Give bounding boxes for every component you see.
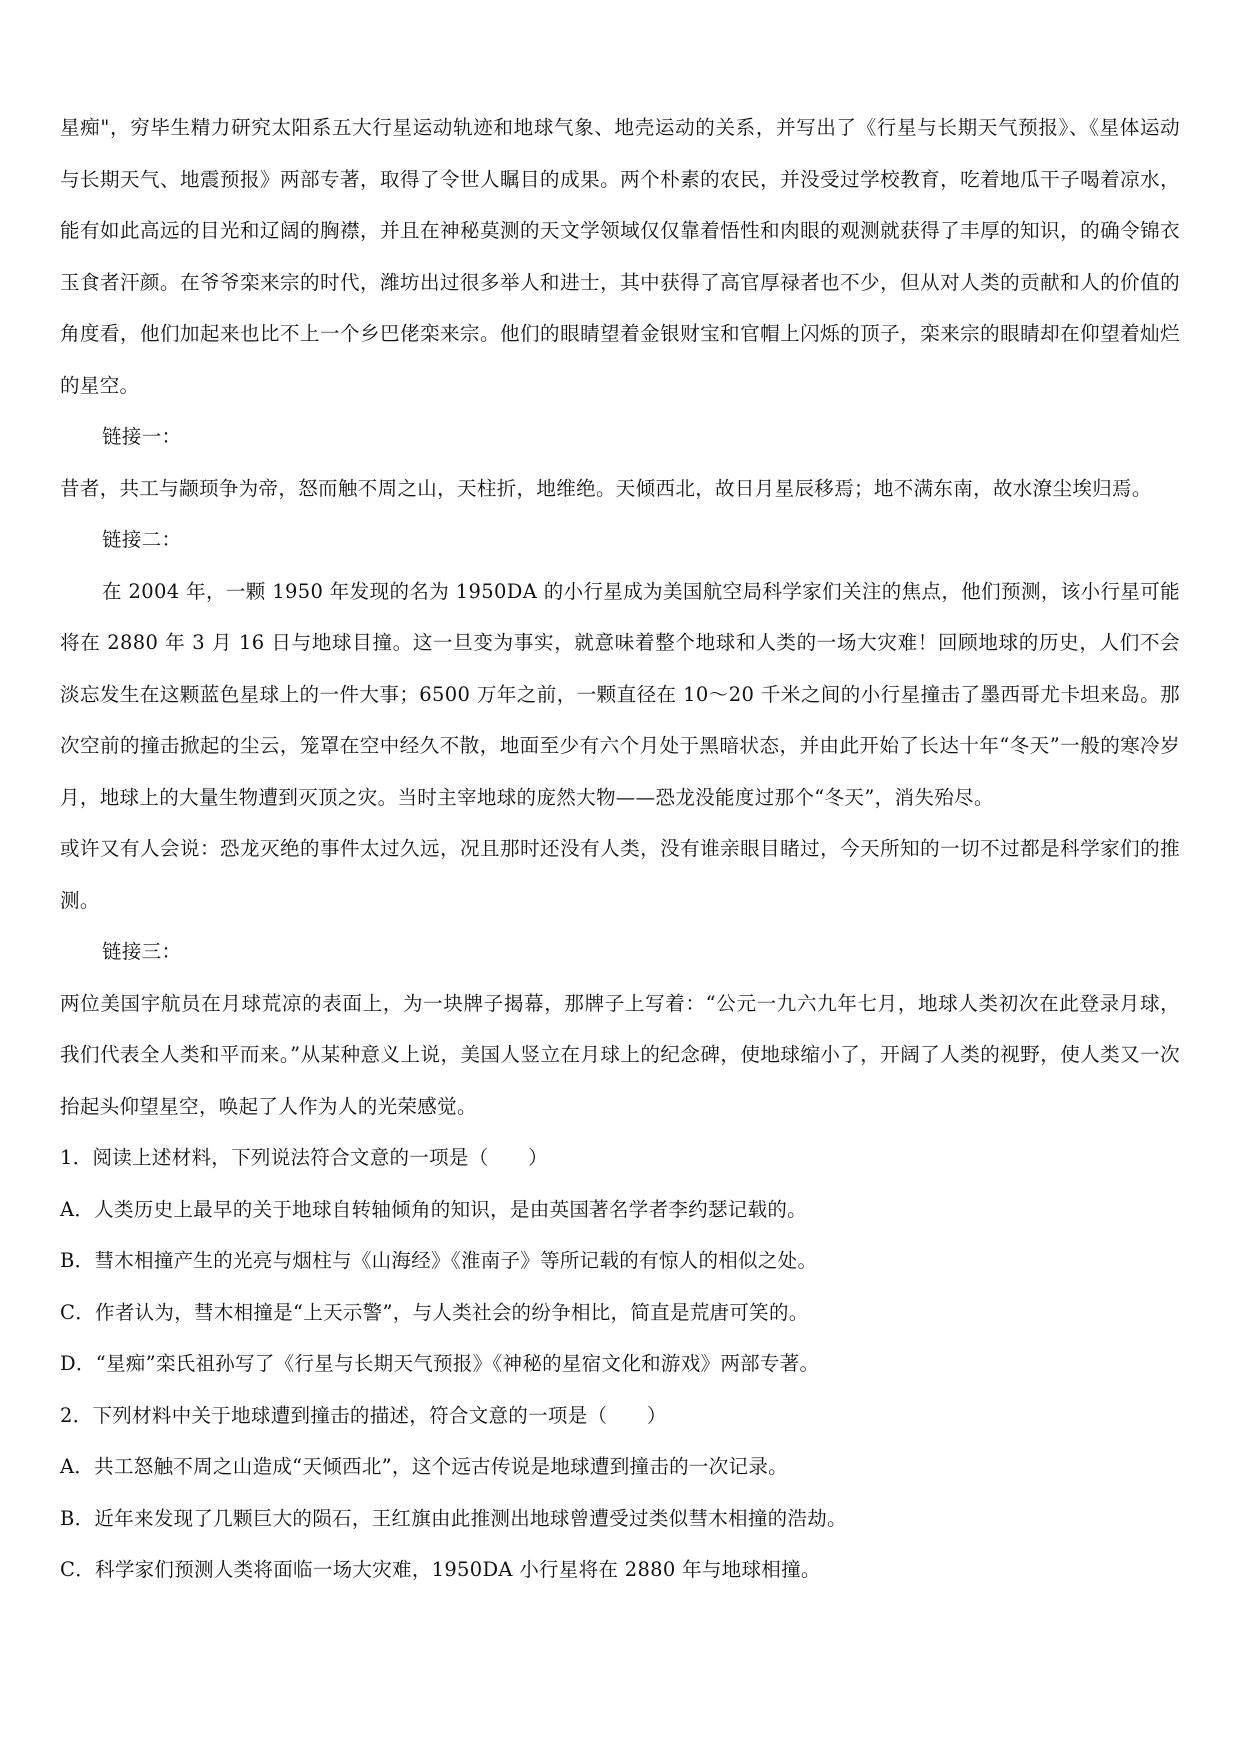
question-option: B．彗木相撞产生的光亮与烟柱与《山海经》《淮南子》等所记载的有惊人的相似之处。 (60, 1249, 818, 1272)
question-option: C．科学家们预测人类将面临一场大灾难，1950DA 小行星将在 2880 年与地球相撞。 (60, 1558, 821, 1581)
link1-text: 昔者，共工与颛顼争为帝，怒而触不周之山，天柱折，地维绝。天倾西北，故日月星辰移焉；地不满东南，故水潦尘埃归焉。 (60, 476, 1152, 500)
question-stem: 1．阅读上述材料，下列说法符合文意的一项是（ ） (60, 1146, 548, 1169)
question-option: A．共工怒触不周之山造成“天倾西北”，这个远古传说是地球遭到撞击的一次记录。 (60, 1455, 788, 1478)
question-option: B．近年来发现了几颗巨大的陨石，王红旗由此推测出地球曾遭受过类似彗木相撞的浩劫。 (60, 1506, 847, 1530)
intro-paragraph: 星痴"，穷毕生精力研究太阳系五大行星运动轨迹和地球气象、地壳运动的关系，并写出了《行星与长期天气预报》、《星体运动与长期天气、地震预报》两部专著，取得了令世人瞩目的成果。两个朴素的农民，并没受过学校教育，吃着地瓜干子喝着凉水，能有如此高远的目光和辽阔的胸襟，并且在神秘莫测的天文学领域仅仅靠着悟性和肉眼的观测就获得了丰厚的知识，的确令锦衣玉食者汗颜。在爷爷栾来宗的时代，潍坊出过很多举人和进士，其中获得了高官厚禄者也不少，但从对人类的贡献和人的价值的角度看，他们加起来也比不上一个乡巴佬栾来宗。他们的眼睛望着金银财宝和官帽上闪烁的顶子，栾来宗的眼睛却在仰望着灿烂的星空。 (60, 116, 1180, 397)
question-1 (60, 1132, 1180, 1390)
question-option: C．作者认为，彗木相撞是“上天示警”，与人类社会的纷争相比，简直是荒唐可笑的。 (60, 1300, 809, 1324)
link1-heading: 链接一： (102, 425, 182, 448)
question-2 (60, 1390, 1180, 1596)
link2-heading: 链接二： (102, 528, 182, 551)
link2-text2: 或许又有人会说：恐龙灭绝的事件太过久远，况且那时还没有人类，没有谁亲眼目睹过，今天所知的一切不过都是科学家们的推测。 (60, 837, 1180, 912)
link3-text: 两位美国宇航员在月球荒凉的表面上，为一块牌子揭幕，那牌子上写着：“公元一九六九年七月，地球人类初次在此登录月球，我们代表全人类和平而来。”从某种意义上说，美国人竖立在月球上的纪念碑，使地球缩小了，开阔了人类的视野，使人类又一次抬起头仰望星空，唤起了人作为人的光荣感觉。 (60, 991, 1180, 1118)
question-stem: 2．下列材料中关于地球遭到撞击的描述，符合文意的一项是（ ） (60, 1403, 667, 1427)
question-option: D．“星痴”栾氏祖孙写了《行星与长期天气预报》《神秘的星宿文化和游戏》两部专著。 (60, 1352, 820, 1375)
link2-text: 在 2004 年，一颗 1950 年发现的名为 1950DA 的小行星成为美国航空局科学家们关注的焦点，他们预测，该小行星可能将在 2880 年 3 月 16 日与地球目撞。这一旦变为事实，就意味着整个地球和人类的一场大灾难！回顾地球的历史，人们不会淡忘发生在这颗蓝色星球上的一件大事；6500 万年之前，一颗直径在 10～20 千米之间的小行星撞击了墨西哥尤卡坦来岛。那次空前的撞击掀起的尘云，笼罩在空中经久不散，地面至少有六个月处于黑暗状态，并由此开始了长达十年“冬天”一般的寒冷岁月，地球上的大量生物遭到灭顶之灾。当时主宰地球的庞然大物——恐龙没能度过那个“冬天”，消失殆尽。 (60, 579, 1180, 809)
document-page (60, 102, 1180, 1596)
link3-heading: 链接三： (102, 940, 182, 963)
question-option: A．人类历史上最早的关于地球自转轴倾角的知识，是由英国著名学者李约瑟记载的。 (60, 1197, 807, 1221)
